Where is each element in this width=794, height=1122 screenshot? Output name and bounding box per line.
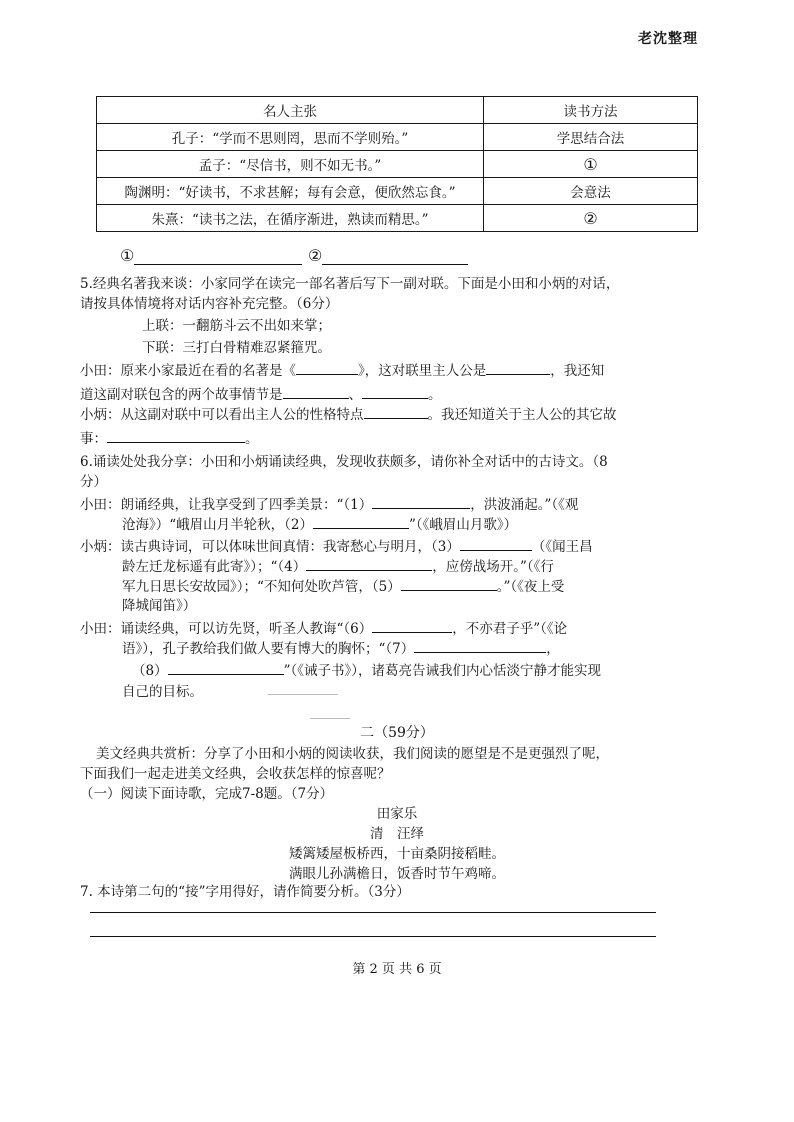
q6-line-7 [80,618,567,639]
answer-marker: ① [120,246,135,265]
text: 军九日思长安故园》）；“不知何处吹芦管，（5） [122,579,401,595]
section-heading: 二（59分） [360,725,434,741]
couplet-lower: 下联：三打白骨精难忍紧箍咒。 [142,340,331,356]
answer-blank[interactable] [486,360,550,375]
text: ，不亦君子乎”（《论 [452,621,568,637]
divider [310,718,350,719]
text: ，洪波涌起。”（《观 [470,497,579,513]
q5-tian-line [80,360,604,381]
q6-line-6: 降城闻笛》） [122,598,197,614]
answer-blank[interactable] [372,494,470,509]
answer-marker: ② [308,246,323,265]
section-intro-cont: 下面我们一起走进美文经典，会收获怎样的惊喜呢？ [80,766,391,782]
answer-blank[interactable] [313,514,409,529]
answer-rule[interactable] [90,936,656,937]
poem-line: 矮篱矮屋板桥西，十亩桑阴接稻畦。 [289,846,505,862]
question-7: 7. 本诗第二句的“接”字用得好，请作简要分析。（3分） [80,884,410,900]
text: 小田：诵读经典，可以访先贤，听圣人教诲“（6） [80,621,373,637]
divider [268,694,338,695]
answer-blank[interactable] [364,404,428,419]
answer-blank[interactable] [168,660,284,675]
text: ，应傍战场开。”（《行 [432,559,554,575]
table-cell: 孔子：“学而不思则罔，思而不学则殆。” [97,124,484,151]
q6-line-3 [80,536,593,557]
table-cell: 会意法 [484,178,698,205]
answer-blank[interactable] [134,250,302,265]
text: 小炳：读古典诗词，可以体味世间真情：我寄愁心与明月，（3） [80,539,460,555]
answer-blank[interactable] [283,384,349,399]
watermark-label: 老沈整理 [638,31,698,47]
text: 小炳：从这副对联中可以看出主人公的性格特点 [80,407,364,423]
table-row [97,124,698,151]
q6-line-10: 自己的目标。 [122,684,203,700]
text: 。 [245,431,259,447]
answer-line-1 [120,246,302,265]
q5-tian-line-2 [80,384,442,405]
table-row [97,205,698,232]
answer-rule[interactable] [90,912,656,913]
answer-blank[interactable] [322,250,468,265]
q6-line-2 [122,514,517,535]
q5-title-cont: 请按具体情境将对话内容补充完整。（6分） [80,296,339,312]
reading-methods-table [96,96,698,232]
section-intro: 美文经典共赏析：分享了小田和小炳的阅读收获，我们阅读的愿望是不是更强烈了呢， [96,746,609,762]
poem-line: 满眼儿孙满檐日，饭香时节午鸡啼。 [289,866,505,882]
text: 龄左迁龙标遥有此寄》）；“（4） [122,559,307,575]
text: 。我还知道关于主人公的其它故 [427,407,617,423]
q5-title: 5.经典名著我来谈：小家同学在读完一部名著后写下一副对联。下面是小田和小炳的对话， [80,276,620,292]
table-row [97,178,698,205]
text: 》，这对联里主人公是 [358,363,487,379]
answer-blank[interactable] [414,638,546,653]
q6-line-5 [122,576,564,597]
text: ”（《峨眉山月歌》） [409,517,518,533]
text: 。 [428,387,442,403]
table-cell: 孟子：“尽信书，则不如无书。” [97,151,484,178]
table-row [97,151,698,178]
answer-blank[interactable] [362,384,428,399]
text: 道这副对联包含的两个故事情节是 [80,387,283,403]
answer-blank[interactable] [306,556,432,571]
text: （8） [132,663,168,679]
text: ”（《诫子书》），诸葛亮告诫我们内心恬淡宁静才能实现 [283,663,601,679]
q6-line-9 [132,660,601,681]
poem-author: 清 汪绎 [370,826,424,842]
q6-line-8 [122,638,560,659]
table-header: 读书方法 [484,97,698,124]
table-cell: 朱熹：“读书之法，在循序渐进，熟读而精思。” [97,205,484,232]
table-cell: ② [484,205,698,232]
q6-line-4 [122,556,554,577]
text: 沧海》）“峨眉山月半轮秋，（2） [122,517,313,533]
table-header-row [97,97,698,124]
couplet-upper: 上联：一翻筋斗云不出如来掌； [142,318,331,334]
table-cell: 陶渊明：“好读书，不求甚解；每有会意，便欣然忘食。” [97,178,484,205]
page-number: 第 2 页 共 6 页 [352,962,442,977]
text: 、 [348,387,362,403]
text: 语》），孔子教给我们做人要有博大的胸怀；“（7） [122,641,415,657]
q5-bing-line [80,404,617,425]
text: 。”（《夜上受 [496,579,565,595]
poem-title: 田家乐 [376,806,418,822]
table-cell: 学思结合法 [484,124,698,151]
text: 事： [80,431,107,447]
text: ， [546,641,560,657]
answer-blank[interactable] [296,360,358,375]
q6-line-1 [80,494,578,515]
table-cell: ① [484,151,698,178]
table-header: 名人主张 [97,97,484,124]
text: 小田：朗诵经典，让我享受到了四季美景：“（1） [80,497,373,513]
text: 小田：原来小家最近在看的名著是《 [80,363,296,379]
answer-blank[interactable] [460,536,532,551]
answer-blank[interactable] [107,428,245,443]
q6-title: 6.诵读处处我分享：小田和小炳诵读经典，发现收获颇多，请你补全对话中的古诗文。（8 [80,454,608,470]
q5-bing-line-2 [80,428,259,449]
part-one-heading: （一）阅读下面诗歌，完成7-8题。（7分） [80,786,334,802]
answer-line-2 [308,246,468,265]
answer-blank[interactable] [372,618,452,633]
q6-title-cont: 分） [80,474,107,490]
text: （《闻王昌 [531,539,593,555]
answer-blank[interactable] [401,576,497,591]
text: ，我还知 [550,363,605,379]
